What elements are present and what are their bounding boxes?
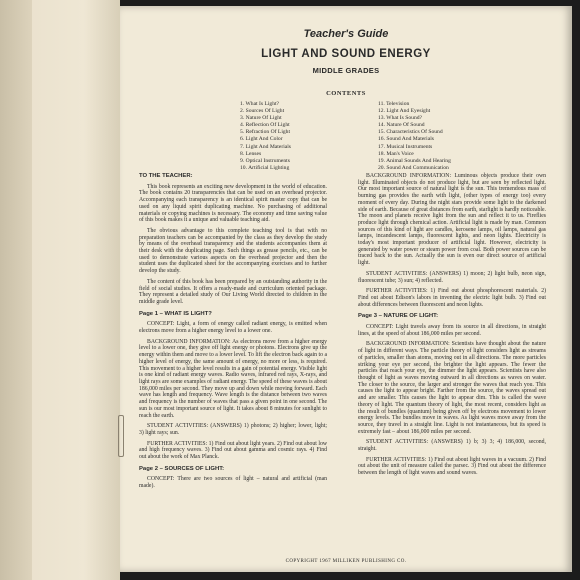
body-paragraph: BACKGROUND INFORMATION: Scientists have thought about the nature of light in different ways. The particle theory of light considers light as streams of particles, smaller than atoms, moving out in all directions. The more particles striking your eye per second, the brighter the light appears. The fewer the particles that reach your eye, the dimmer the light appears. Scientists have also thought of light as waves moving outward in all directions as waves on water. The closer to the source, the larger and stronger the waves that reach you. This causes the light to appear bright. Farther from the source, the waves spread out and are smaller. This causes the light to appear dim. This is called the wave theory of light. The quantum theory of light, the most recent, considers light as the result of bundles (quantum) being given off by electrons movement to lower energy levels. The bundles move in waves. As light waves move away from the source, they travel in a straight line. Light is not instantaneous, but its speed is extremely fast – about 186,000 miles per second. bbox=[358, 341, 546, 435]
body-paragraph: CONCEPT: Light travels away from its source in all directions, in straight lines, at the speed of about 186,000 miles per second. bbox=[358, 324, 546, 337]
contents-item: 17. Musical Instruments bbox=[378, 143, 433, 150]
contents-item: 10. Artificial Lighting bbox=[240, 164, 290, 171]
contents-item: 16. Sound And Materials bbox=[378, 136, 434, 143]
contents-item: 3. Nature Of Light bbox=[240, 115, 282, 122]
contents-item: 9. Optical Instruments bbox=[240, 157, 290, 164]
contents-item: 20. Sound And Communication bbox=[378, 164, 449, 171]
left-page bbox=[0, 0, 120, 580]
body-paragraph: FURTHER ACTIVITIES: 1) Find out about light waves in a vacuum. 2) Find out about the unit of measure called the parsec. 3) Find out about the difference between the length of light waves and sound waves. bbox=[358, 456, 546, 477]
copyright-footer: COPYRIGHT 1967 MILLIKEN PUBLISHING CO. bbox=[285, 559, 407, 564]
contents-heading: CONTENTS bbox=[326, 90, 366, 97]
contents-item: 1. What Is Light? bbox=[240, 101, 280, 107]
body-paragraph: CONCEPT: There are two sources of light – natural and artificial (man made). bbox=[139, 476, 327, 490]
contents-item: 7. Light And Materials bbox=[240, 143, 291, 150]
body-paragraph: BACKGROUND INFORMATION: Luminous objects produce their own light. Illuminated objects do not produce light, but are seen by reflected light. Our most important source of natural light is the sun. This tremendous mass of burning gas provides the earth with light, (other types of energy too) every moment of every day. During the night stars provide some light to the darkened side of earth. Because of great distances from earth, starlight is hardly noticeable. The moon and planets receive light from the sun and reflect it to us. Fireflies produce light through chemical action. Artificial light is made by man. Common sources of this kind of light are candles, kerosene lamps, oil lamps, natural gas lamps, incandescent lamps, fluorescent lights, and neon lights. Electricity is today's most important producer of artificial light. However, electricity is generated by water power or steam power from coal. Both power sources can be traced back to the sun. Actually the sun is even our direct source of artificial light. bbox=[358, 173, 546, 267]
left-cover-edge bbox=[0, 0, 32, 580]
contents-item: 19. Animal Sounds And Hearing bbox=[378, 157, 451, 164]
contents-item: 5. Refraction Of Light bbox=[240, 129, 291, 136]
contents-item: 8. Lenses bbox=[240, 150, 262, 157]
contents-item: 13. What Is Sound? bbox=[378, 115, 423, 122]
contents-item: 11. Television bbox=[378, 101, 410, 107]
contents-list-left bbox=[240, 101, 291, 172]
contents-item: 15. Characteristics Of Sound bbox=[378, 129, 443, 136]
guide-label: Teacher's Guide bbox=[303, 28, 389, 40]
text-column-left bbox=[139, 173, 327, 494]
body-paragraph: STUDENT ACTIVITIES: (ANSWERS) 1) b; 3) 3; 4) 186,000, second, straight. bbox=[358, 439, 546, 453]
contents-item: 4. Reflection Of Light bbox=[240, 122, 290, 129]
body-paragraph: FURTHER ACTIVITIES: 1) Find out about phosphorescent materials. 2) Find out about Edison's labors in inventing the electric light bulb. 3) Find out about differences between fluorescent and neon lights. bbox=[358, 288, 546, 308]
body-paragraph: CONCEPT: Light, a form of energy called radiant energy, is emitted when electrons move from a higher energy level to a lower one. bbox=[139, 321, 327, 335]
contents-list-right bbox=[378, 101, 451, 172]
body-paragraph: STUDENT ACTIVITIES: (ANSWERS) 1) photons; 2) higher; lower, light; 3) light rays; sun. bbox=[139, 423, 327, 436]
contents-item: 2. Sources Of Light bbox=[240, 108, 285, 115]
contents-item: 12. Light And Eyesight bbox=[378, 108, 431, 115]
body-paragraph: This book represents an exciting new development in the world of education. The book contains 20 transparencies that can be used on an overhead projector. Accompanying each transparency is an identical spirit master copy that can be used on any liquid spirit duplicating machine. No purchasing of additional materials or copying machines is necessary. The economy and time saving value of this book makes it a unique and valuable teaching aid. bbox=[139, 183, 327, 224]
contents-item: 18. Man's Voice bbox=[378, 150, 414, 157]
contents-item: 6. Light And Color bbox=[240, 136, 283, 143]
text-column-right bbox=[358, 173, 546, 481]
body-paragraph: FURTHER ACTIVITIES: 1) Find out about light years. 2) Find out about low and high frequency waves. 3) Find out about gamma and cosmic rays. 4) Find out about the work of Max Planck. bbox=[139, 440, 327, 461]
section-heading: Page 3 – NATURE OF LIGHT: bbox=[358, 313, 439, 320]
section-heading: TO THE TEACHER: bbox=[139, 173, 193, 179]
contents-item: 14. Nature Of Sound bbox=[378, 122, 425, 129]
section-heading: Page 2 – SOURCES OF LIGHT: bbox=[139, 465, 225, 472]
body-paragraph: The obvious advantage to this complete teaching tool is that with no preparation teachers can be accompanied by the class as they develop the study by means of the overhead transparency and the students accompanies them at their desk with the duplicating page. Such things as grease pencils, etc., can be used to demonstrate various aspects on the overhead projector and then the student uses the duplicated sheet for the accompanying exercises and to further develop the study. bbox=[139, 227, 327, 275]
grade-level: MIDDLE GRADES bbox=[312, 66, 380, 75]
section-heading: Page 1 – WHAT IS LIGHT? bbox=[139, 310, 212, 317]
document-page bbox=[120, 6, 572, 572]
body-paragraph: The content of this book has been prepared by an outstanding authority in the field of social studies. It offers a ready-made and curriculum oriented package. They represent a detailed study of Our Living World directed to children in the middle grade level. bbox=[139, 278, 327, 305]
body-paragraph: STUDENT ACTIVITIES: (ANSWERS) 1) moon; 2) light bulb, neon sign, fluorescent tube; 3) sun; 4) reflected. bbox=[358, 270, 546, 284]
binding-staple bbox=[118, 415, 124, 457]
body-paragraph: BACKGROUND INFORMATION: As electrons move from a higher energy level to a lower one, they give off light energy or photons. Electrons give up the energy within them and move to a lower level. To lift the electron back again to a higher level of energy, the same amount of energy, no more or less, is required. This movement to a higher level results in a gain of potential energy. Visible light is one kind of radiant energy waves. Radio waves, infrared red rays, X-rays, and light rays are some examples of radiant energy. The speed of these waves is about 186,000 miles per second. They move up and down while moving forward. Each wave has length and frequency. Wave length is the distance between two waves and frequency is the number of waves that pass a given point in one second. The sun is our most important source of light. It takes about 8 minutes for sunlight to reach the earth. bbox=[139, 338, 327, 419]
document-title: LIGHT AND SOUND ENERGY bbox=[261, 48, 431, 60]
